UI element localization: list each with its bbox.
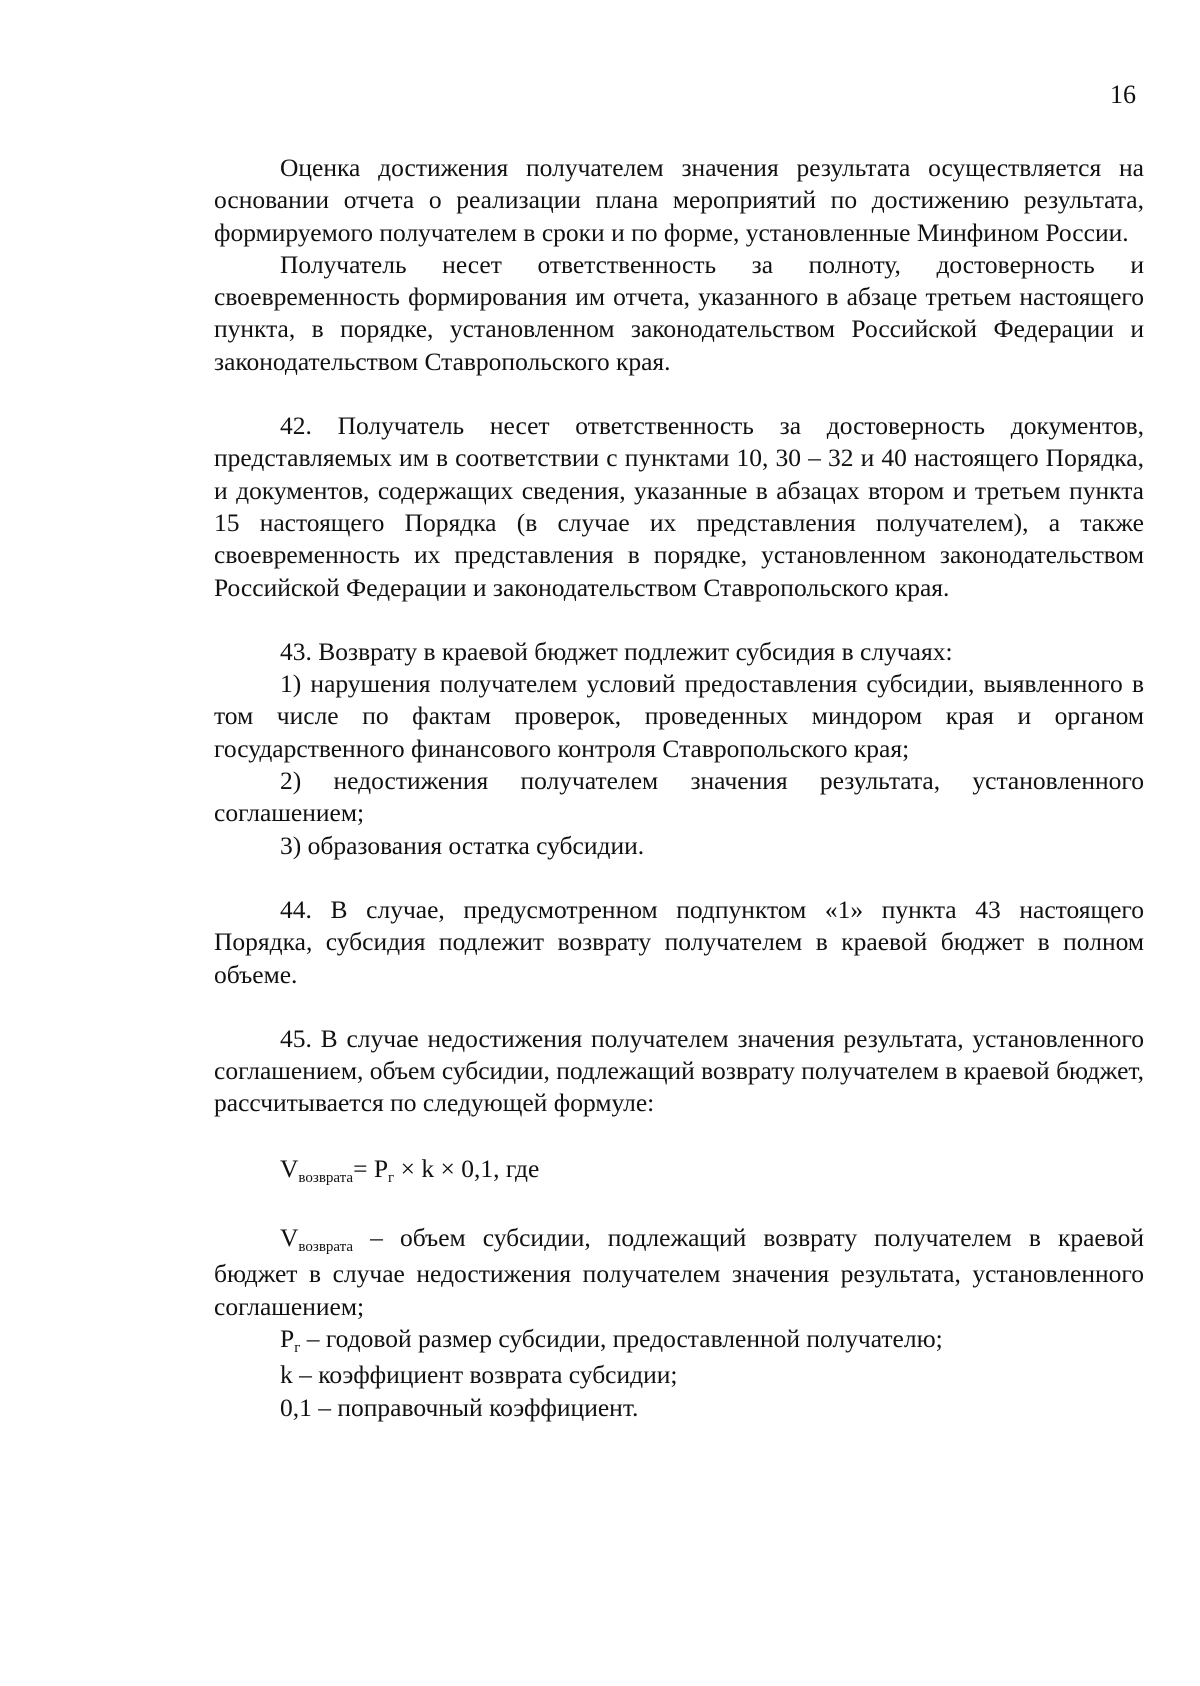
- return-formula: [214, 1153, 1144, 1189]
- definition-coefficient: 0,1 – поправочный коэффициент.: [280, 1392, 639, 1422]
- paragraph-43-item-3: 3) образования остатка субсидии.: [280, 830, 645, 860]
- formula-rhs-a: = P: [353, 1153, 389, 1183]
- paragraph-44: 44. В случае, предусмотренном подпунктом «1» пункта 43 настоящего Порядка, субсидия подлежит возврату получателем в краевой бюджет в полном объеме.: [214, 894, 1144, 989]
- definition-v-symbol: V: [280, 1223, 299, 1253]
- formula-v-symbol: V: [280, 1153, 299, 1183]
- spacer: [214, 378, 1144, 410]
- formula-rhs-b: × k × 0,1, где: [394, 1153, 540, 1183]
- definition-v-subscript: возврата: [298, 1239, 354, 1256]
- formula-v-subscript: возврата: [298, 1169, 354, 1186]
- paragraph-43-item-1: 1) нарушения получателем условий предоставления субсидии, выявленного в том числе по фактам проверок, проведенных миндором края и органом государственного финансового контроля Ставропольского края;: [214, 669, 1144, 763]
- paragraph-43-item-2: 2) недостижения получателем значения результата, установленного соглашением;: [214, 766, 1144, 828]
- formula-p-subscript: г: [388, 1169, 395, 1186]
- paragraph-assessment: Оценка достижения получателем значения результата осуществляется на основании отчета о реализации плана мероприятий по достижению результата, формируемого получателем в сроки и по форме, установленные Минфином России.: [214, 153, 1144, 247]
- paragraph-45: 45. В случае недостижения получателем значения результата, установленного соглашением, объем субсидии, подлежащий возврату получателем в краевой бюджет, рассчитывается по следующей формуле:: [214, 1023, 1144, 1118]
- definition-p-symbol: P: [280, 1323, 295, 1353]
- document-body: [214, 152, 1144, 1424]
- spacer: [214, 991, 1144, 1023]
- definition-p-text: – годовой размер субсидии, предоставленной получателю;: [300, 1323, 943, 1353]
- spacer: [214, 1189, 1144, 1222]
- paragraph-42: 42. Получатель несет ответственность за достоверность документов, представляемых им в соответствии с пунктами 10, 30 – 32 и 40 настоящего Порядка, и документов, содержащих сведения, указанные в абзацах втором и третьем пункта 15 настоящего Порядка (в случае их представления получателем), а также своевременность их представления в порядке, установленном законодательством Российской Федерации и законодательством Ставропольского края.: [214, 411, 1144, 602]
- definition-k: k – коэффициент возврата субсидии;: [280, 1360, 678, 1390]
- definition-v: [214, 1222, 1144, 1323]
- definition-p: [214, 1323, 1144, 1359]
- page-number: 16: [1110, 80, 1136, 109]
- spacer: [214, 604, 1144, 636]
- definition-v-text: – объем субсидии, подлежащий возврату получателем в краевой бюджет в случае недостижения получателем значения результата, установленного соглашением;: [214, 1223, 1144, 1321]
- definition-p-subscript: г: [294, 1339, 301, 1356]
- paragraph-43: 43. Возврату в краевой бюджет подлежит субсидия в случаях:: [280, 636, 953, 666]
- spacer: [214, 1120, 1144, 1153]
- paragraph-responsibility-report: Получатель несет ответственность за полноту, достоверность и своевременность формирования им отчета, указанного в абзаце третьем настоящего пункта, в порядке, установленном законодательством Российской Федерации и законодательством Ставропольского края.: [214, 249, 1144, 376]
- spacer: [214, 862, 1144, 894]
